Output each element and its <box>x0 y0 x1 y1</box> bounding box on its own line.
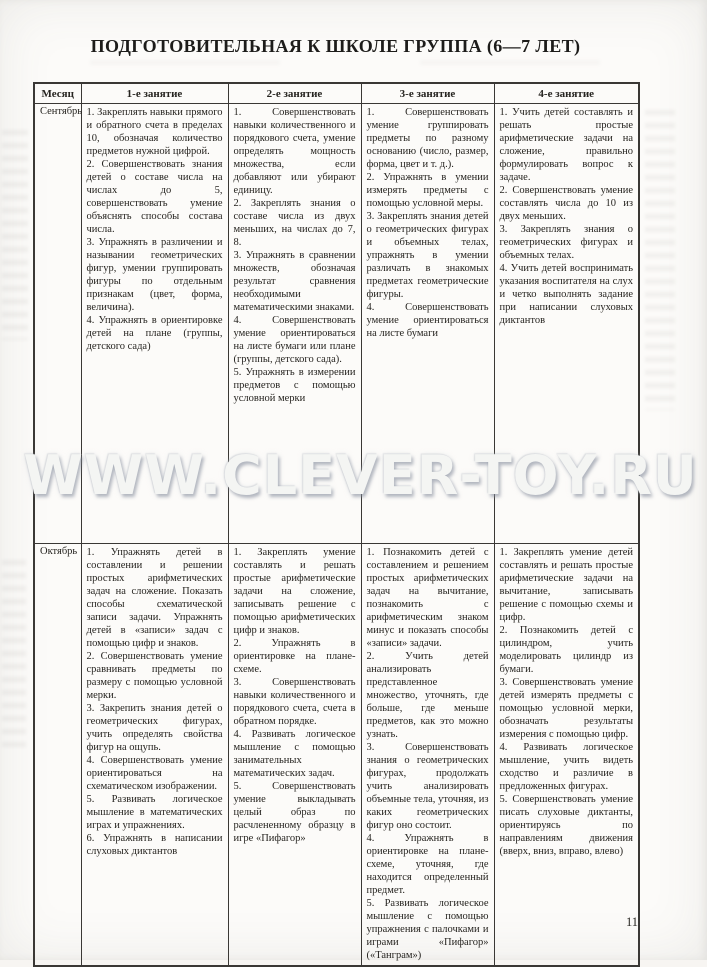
lesson-task: 1. Учить детей составлять и решать простые арифметические задачи на сложение, правильно формулировать вопрос к задаче. <box>500 106 634 184</box>
header-lesson-1: 1-е занятие <box>81 83 228 104</box>
scan-artifact <box>2 560 26 750</box>
cell-october-lesson-4 <box>494 544 639 967</box>
lesson-task: 2. Познакомить детей с цилиндром, учить моделировать цилиндр из бумаги. <box>500 624 634 676</box>
lesson-task: 4. Развивать логическое мышление, учить видеть сходство и различие в предложенных фигурах. <box>500 741 634 793</box>
cell-september-lesson-4 <box>494 104 639 544</box>
lesson-task: 2. Совершенствовать умение составлять числа до 10 из двух меньших. <box>500 184 634 223</box>
lesson-task: 2. Совершенствовать знания детей о составе числа на числах до 5, совершенствовать умение объяснять способы состава числа. <box>87 158 223 236</box>
header-row <box>34 83 639 104</box>
lesson-task: 2. Совершенствовать умение сравнивать предметы по размеру с помощью условной мерки. <box>87 650 223 702</box>
lesson-task: 3. Совершенствовать умение детей измерять предметы с помощью условной мерки, обозначать результаты измерения с помощью цифр. <box>500 676 634 741</box>
header-month: Месяц <box>34 83 81 104</box>
lesson-task: 2. Упражнять в ориентировке на плане-схеме. <box>234 637 356 676</box>
lesson-task: 2. Закреплять знания о составе числа из двух меньших, на числах до 7, 8. <box>234 197 356 249</box>
cell-october-lesson-2 <box>228 544 361 967</box>
scan-artifact <box>2 130 28 340</box>
cell-september-lesson-3 <box>361 104 494 544</box>
lesson-task: 3. Закреплять знания детей о геометрических фигурах и объемных телах, упражнять в умении различать в знакомых предметах геометрические фигуры. <box>367 210 489 301</box>
lesson-task: 5. Упражнять в измерении предметов с помощью условной мерки <box>234 366 356 405</box>
month-cell-october: Октябрь <box>34 544 81 967</box>
lesson-task: 2. Учить детей анализировать представленное множество, уточнять, где больше, где меньше предметов, как это можно узнать. <box>367 650 489 741</box>
cell-september-lesson-2 <box>228 104 361 544</box>
page-title: ПОДГОТОВИТЕЛЬНАЯ К ШКОЛЕ ГРУППА (6—7 ЛЕТ) <box>33 36 638 57</box>
lesson-task: 4. Упражнять в ориентировке детей на плане (группы, детского сада) <box>87 314 223 353</box>
lesson-task: 1. Закреплять умение составлять и решать простые арифметические задачи на сложение, записывать решение с помощью арифметических цифр и знаков. <box>234 546 356 637</box>
lesson-task: 3. Упражнять в различении и назывании геометрических фигур, умении группировать фигуры по отдельным признакам (цвет, форма, величина). <box>87 236 223 314</box>
scan-artifact <box>90 60 280 72</box>
scan-artifact <box>645 110 675 410</box>
lesson-task: 1. Упражнять детей в составлении и решении простых арифметических задач на сложение. Показать способы схематической записи задачи. Упражнять детей в «записи» задач с помощью цифр и знаков. <box>87 546 223 650</box>
lesson-task: 1. Познакомить детей с составлением и решением простых арифметических задач на вычитание, познакомить с арифметическим знаком минус и показать способы «записи» задачи. <box>367 546 489 650</box>
lesson-task: 3. Совершенствовать знания о геометрических фигурах, продолжать учить анализировать объемные тела, уточняя, из каких геометрических фигур оно состоит. <box>367 741 489 832</box>
lesson-task: 4. Совершенствовать умение ориентироваться на листе бумаги <box>367 301 489 340</box>
table-row-october <box>34 544 639 967</box>
lesson-task: 2. Упражнять в умении измерять предметы с помощью условной меры. <box>367 171 489 210</box>
cell-october-lesson-3 <box>361 544 494 967</box>
lesson-task: 4. Развивать логическое мышление с помощью занимательных математических задач. <box>234 728 356 780</box>
lesson-task: 3. Упражнять в сравнении множеств, обозначая результат сравнения необходимыми математическими знаками. <box>234 249 356 314</box>
lesson-task: 5. Развивать логическое мышление с помощью упражнения с палочками и играми «Пифагор» («Танграм») <box>367 897 489 962</box>
lesson-task: 4. Совершенствовать умение ориентироваться на листе бумаги или плане (группы, детского сада). <box>234 314 356 366</box>
lesson-task: 4. Упражнять в ориентировке на плане-схеме, уточняя, где находится определенный предмет. <box>367 832 489 897</box>
lesson-task: 1. Совершенствовать навыки количественного и порядкового счета, умение определять мощность множества, если добавляют или убирают единицу. <box>234 106 356 197</box>
header-lesson-3: 3-е занятие <box>361 83 494 104</box>
header-lesson-4: 4-е занятие <box>494 83 639 104</box>
lesson-task: 5. Совершенствовать умение писать слуховые диктанты, ориентируясь по направлениям движения (вверх, вниз, вправо, влево) <box>500 793 634 858</box>
watermark-text: WWW.CLEVER-TOY.RU <box>23 444 697 507</box>
lesson-task: 6. Упражнять в написании слуховых диктантов <box>87 832 223 858</box>
header-lesson-2: 2-е занятие <box>228 83 361 104</box>
lesson-task: 1. Закреплять навыки прямого и обратного счета в пределах 10, обозначая количество предметов нужной цифрой. <box>87 106 223 158</box>
cell-october-lesson-1 <box>81 544 228 967</box>
lesson-task: 3. Совершенствовать навыки количественного и порядкового счета, счета в обратном порядке. <box>234 676 356 728</box>
lesson-task: 5. Совершенствовать умение выкладывать целый образ по расчлененному образцу в игре «Пифагор» <box>234 780 356 845</box>
lesson-task: 3. Закреплять знания о геометрических фигурах и объемных телах. <box>500 223 634 262</box>
scan-artifact <box>420 60 600 72</box>
table-row-september <box>34 104 639 544</box>
lesson-task: 1. Совершенствовать умение группировать предметы по разному основанию (число, размер, форма, цвет и т. д.). <box>367 106 489 171</box>
lesson-task: 1. Закреплять умение детей составлять и решать простые арифметические задачи на вычитание, записывать решение с помощью схемы и цифр. <box>500 546 634 624</box>
lesson-task: 5. Развивать логическое мышление в математических играх и упражнениях. <box>87 793 223 832</box>
lesson-task: 3. Закрепить знания детей о геометрических фигурах, учить определять свойства фигур на ощупь. <box>87 702 223 754</box>
page-number: 11 <box>626 915 638 930</box>
cell-september-lesson-1 <box>81 104 228 544</box>
month-cell-september: Сентябрь <box>34 104 81 544</box>
lesson-task: 4. Учить детей воспринимать указания воспитателя на слух и четко выполнять задание при написании слуховых диктантов <box>500 262 634 327</box>
lesson-plan-table <box>33 82 640 967</box>
lesson-task: 4. Совершенствовать умение ориентироваться на схематическом изображении. <box>87 754 223 793</box>
